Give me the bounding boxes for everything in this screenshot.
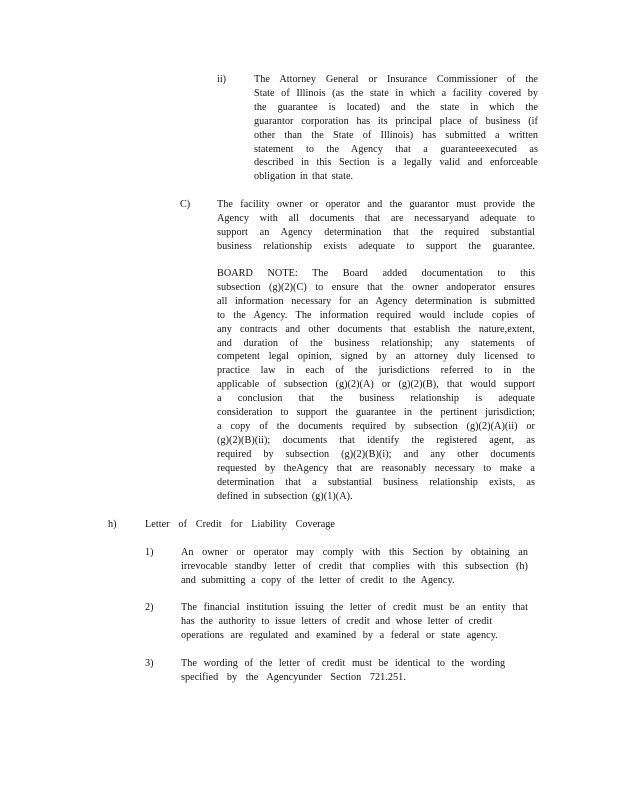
item-ii-marker: ii) [217, 74, 227, 85]
section-h-marker: h) [108, 519, 117, 530]
text-line: The financial institution issuing the letter of credit must be an entity that [181, 602, 528, 613]
text-line: any contracts and other documents that establish the nature,extent, [217, 323, 535, 335]
text-line: support an Agency determination that the required substantial [217, 226, 535, 238]
text-line: and submitting a copy of the letter of credit to the Agency. [181, 574, 455, 586]
text-line: competent legal opinion, signed by an attorney duly licensed to [217, 351, 535, 363]
text-line: Agency with all documents that are necessaryand adequate to [217, 212, 535, 224]
item-c-text [217, 198, 535, 254]
text-line: statement to the Agency that a guaranteeexecuted as [254, 143, 538, 155]
text-line: and duration of the business relationship; any statements of [217, 337, 535, 349]
text-line: business relationship exists adequate to support the guarantee. [217, 240, 535, 252]
text-line: defined in subsection (g)(1)(A). [217, 490, 353, 502]
text-line: determination that a substantial business relationship exists, as [217, 476, 535, 488]
text-line: the guarantee is located) and the state in which the [254, 101, 538, 113]
text-line: The Attorney General or Insurance Commissioner of the [254, 74, 538, 85]
item-3-marker: 3) [145, 658, 154, 669]
item-c-marker: C) [180, 199, 191, 210]
item-1-marker: 1) [145, 547, 154, 558]
item-1-text [181, 546, 528, 588]
text-line: State of Illinois (as the state in which a facility covered by [254, 87, 538, 99]
board-note [217, 267, 535, 503]
text-line: guarantor corporation has its principal place of business (if [254, 115, 538, 127]
text-line: a conclusion that the business relationship is adequate [217, 393, 535, 405]
text-line: has the authority to issue letters of credit and whose letter of credit [181, 615, 493, 627]
text-line: operations are regulated and examined by a federal or state agency. [181, 629, 498, 641]
text-line: subsection (g)(2)(C) to ensure that the owner andoperator ensures [217, 281, 535, 293]
text-line: a copy of the documents required by subsection (g)(2)(A)(ii) or [217, 420, 535, 432]
text-line: specified by the Agencyunder Section 721.251. [181, 671, 406, 683]
text-line: (g)(2)(B)(ii); documents that identify the registered agent, as [217, 434, 535, 446]
section-h-heading [145, 518, 335, 532]
text-line: irrevocable standby letter of credit that complies with this subsection (h) [181, 560, 528, 572]
text-line: The facility owner or operator and the guarantor must provide the [217, 199, 535, 210]
item-ii-text [254, 73, 538, 184]
item-2-marker: 2) [145, 602, 154, 613]
text-line: applicable of subsection (g)(2)(A) or (g)(2)(B), that would support [217, 379, 535, 391]
text-line: The wording of the letter of credit must be identical to the wording [181, 658, 506, 669]
text-line: to the Agency. The information required would include copies of [217, 309, 535, 321]
text-line: described in this Section is a legally valid and enforceable [254, 157, 538, 169]
text-line: BOARD NOTE: The Board added documentation to this [217, 268, 535, 279]
text-line: requested by theAgency that are reasonably necessary to make a [217, 462, 535, 474]
text-line: An owner or operator may comply with this Section by obtaining an [181, 547, 528, 558]
section-heading: Letter of Credit for Liability Coverage [145, 519, 335, 530]
item-3-text [181, 657, 528, 685]
text-line: other than the State of Illinois) has submitted a written [254, 129, 538, 141]
text-line: all information necessary for an Agency determination is submitted [217, 295, 535, 307]
text-line: consideration to support the guarantee in the pertinent jurisdiction; [217, 407, 535, 419]
text-line: practice law in each of the jurisdictions referred to in the [217, 365, 535, 377]
item-2-text [181, 601, 528, 643]
text-line: obligation in that state. [254, 171, 354, 183]
text-line: required by subsection (g)(2)(B)(i); and any other documents [217, 448, 535, 460]
